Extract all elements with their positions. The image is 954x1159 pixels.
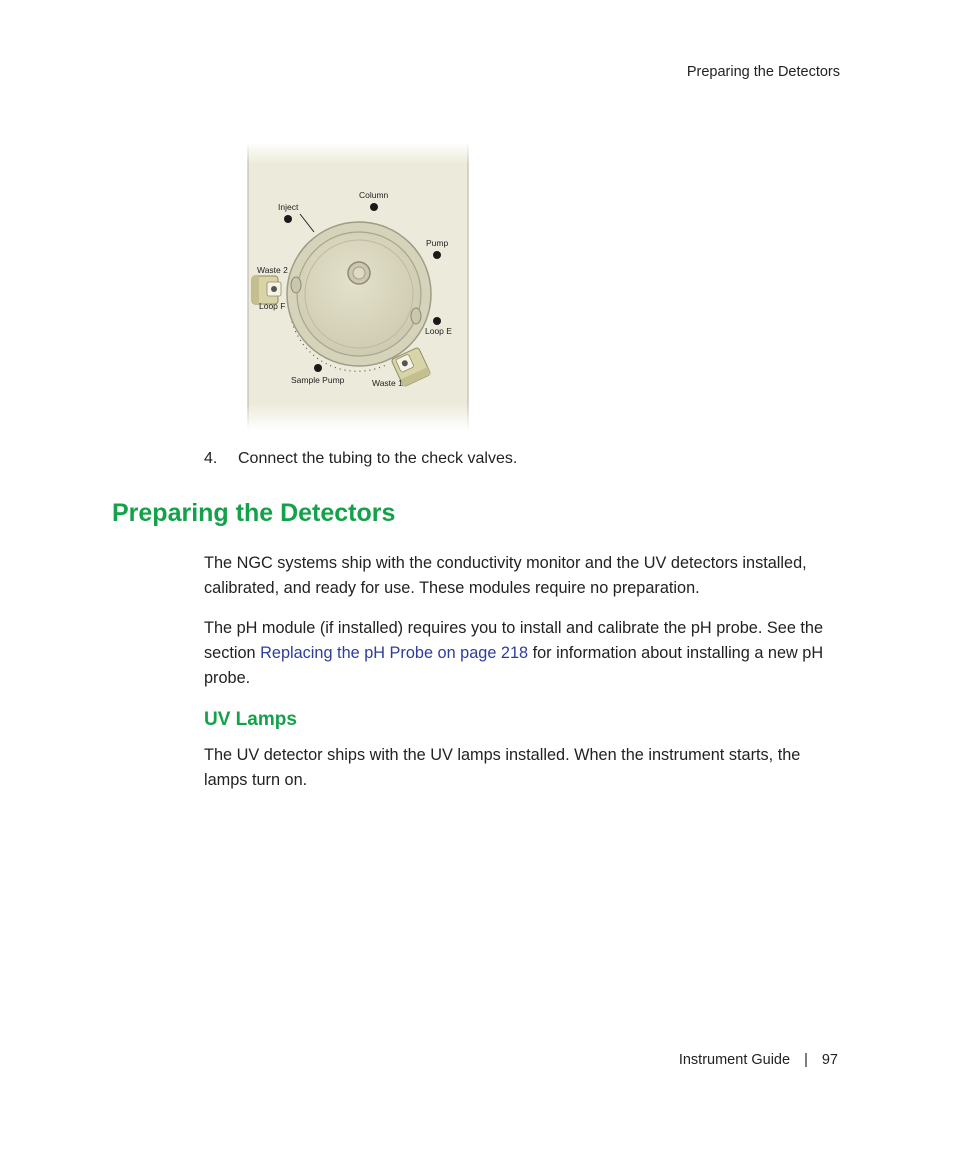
step-text: Connect the tubing to the check valves. xyxy=(238,450,518,467)
label-waste-1: Waste 1 xyxy=(372,378,403,388)
label-column: Column xyxy=(359,190,389,200)
fitting-loop-f xyxy=(252,276,281,304)
ph-probe-link[interactable]: Replacing the pH Probe on page 218 xyxy=(260,644,529,662)
port-inject xyxy=(284,215,292,223)
label-inject: Inject xyxy=(278,202,299,212)
running-header: Preparing the Detectors xyxy=(686,64,840,80)
paragraph-ph-text-before: The pH module (if installed) requires you to install and calibrate the pH probe. See the section xyxy=(204,619,824,662)
paragraph-ph-text-after: for information about installing a new pH probe. xyxy=(204,644,824,687)
step-number: 4. xyxy=(204,450,218,467)
section-title: Preparing the Detectors xyxy=(112,499,396,527)
valve-illustration xyxy=(238,142,478,430)
footer-separator: | xyxy=(804,1052,808,1068)
valve-dial xyxy=(297,232,421,356)
label-loop-f: Loop F xyxy=(259,301,286,311)
label-sample-pump: Sample Pump xyxy=(291,375,345,385)
footer-guide-title: Instrument Guide xyxy=(678,1052,791,1068)
valve-figure xyxy=(238,142,478,430)
label-waste-2: Waste 2 xyxy=(257,265,288,275)
paragraph-ph-module xyxy=(204,616,844,691)
port-pump xyxy=(433,251,441,259)
label-loop-e: Loop E xyxy=(425,326,452,336)
port-sample-pump xyxy=(314,364,322,372)
subsection-title: UV Lamps xyxy=(204,709,297,730)
page-number: 97 xyxy=(821,1052,838,1068)
page-footer xyxy=(679,1052,838,1068)
label-pump: Pump xyxy=(426,238,449,248)
port-column xyxy=(370,203,378,211)
paragraph-ngc-systems: The NGC systems ship with the conductivity monitor and the UV detectors installed, calibrated, and ready for use. These modules require no preparation. xyxy=(204,554,807,597)
step-item xyxy=(204,450,517,468)
paragraph-uv-lamps: The UV detector ships with the UV lamps installed. When the instrument starts, the lamps turn on. xyxy=(204,746,801,789)
port-loop-e xyxy=(433,317,441,325)
